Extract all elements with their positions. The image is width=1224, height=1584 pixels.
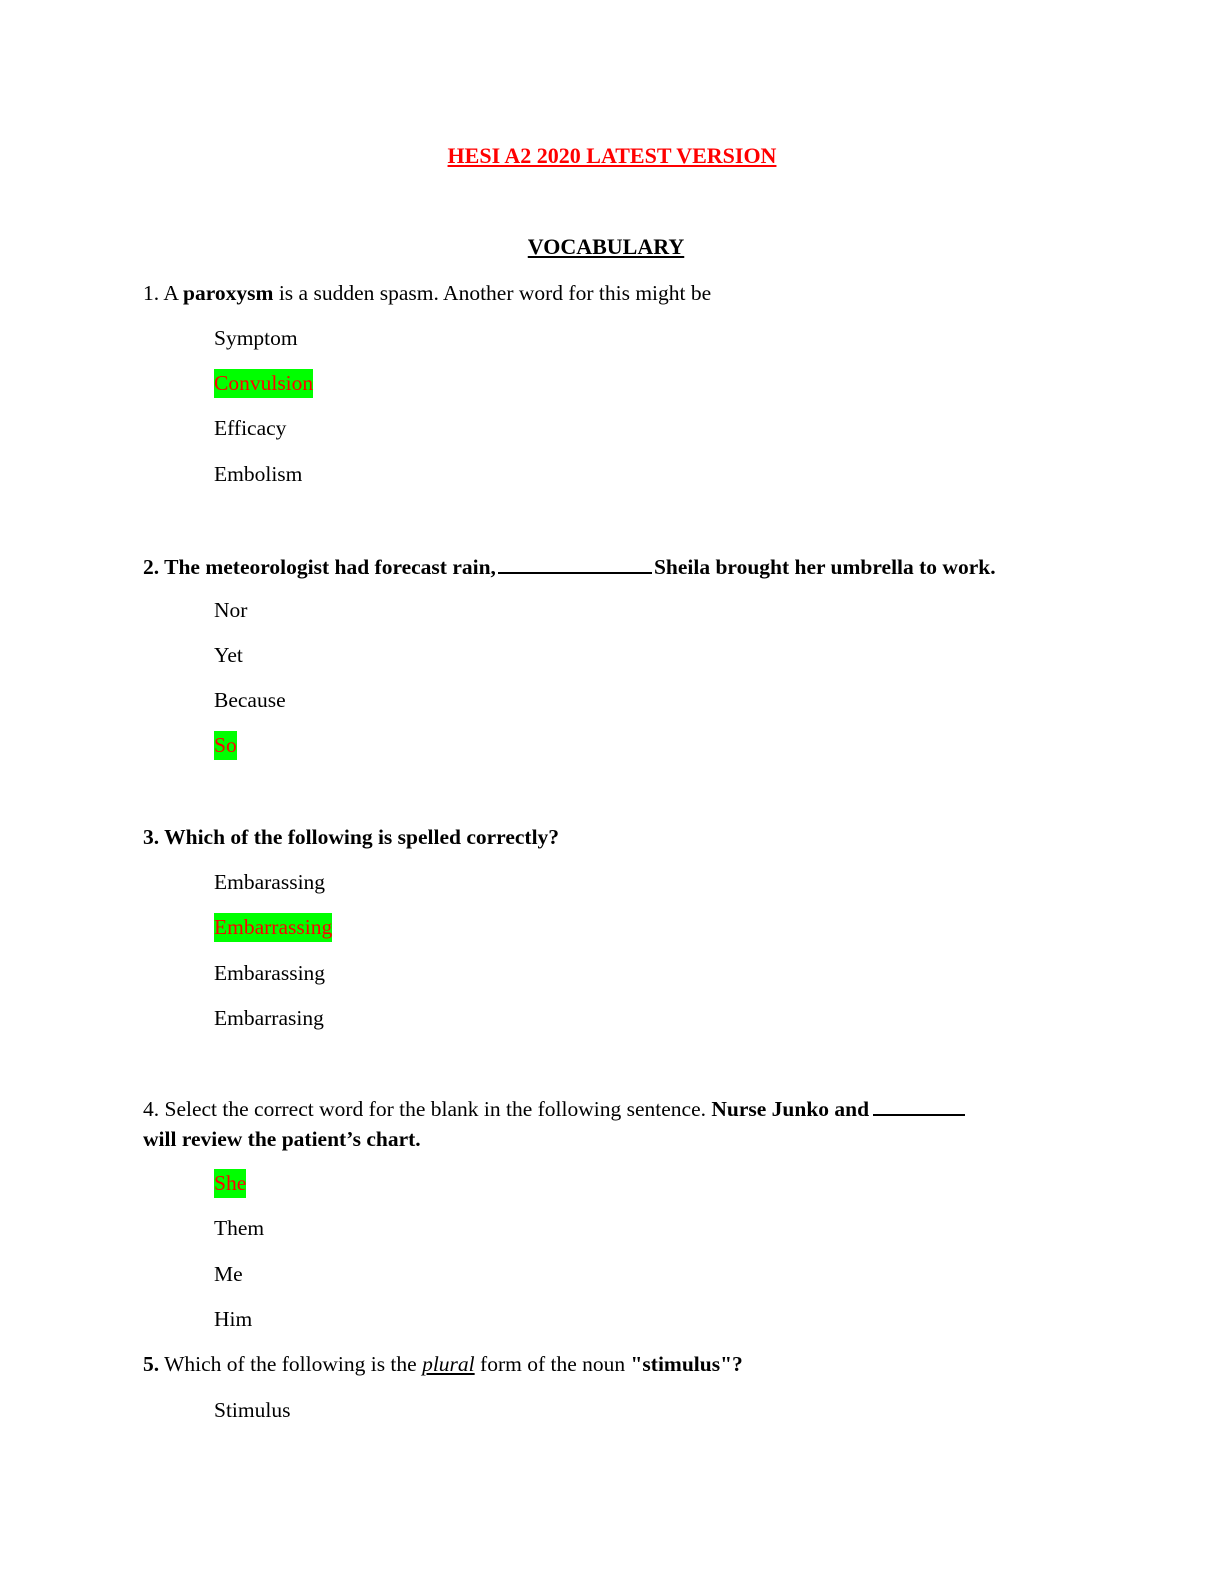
question-text: form of the noun (480, 1352, 626, 1376)
question-1 (143, 283, 711, 305)
question-5 (143, 1354, 743, 1376)
answer-option: Him (214, 1307, 253, 1331)
answer-option: Nor (214, 598, 248, 622)
question-4-continued (143, 1129, 421, 1151)
answer-option: Stimulus (214, 1398, 291, 1422)
answer-option: Embolism (214, 462, 303, 486)
question-text: The meteorologist had forecast rain, (164, 555, 496, 579)
fill-in-blank (873, 1098, 965, 1116)
question-keyword: "stimulus"? (630, 1352, 743, 1376)
answer-option: Efficacy (214, 416, 287, 440)
question-text: Select the correct word for the blank in the following sentence. (164, 1097, 706, 1121)
answer-option: Because (214, 688, 286, 712)
question-emphasis: plural (422, 1352, 475, 1376)
question-keyword: paroxysm (183, 281, 274, 305)
question-text: Which of the following is spelled correctly? (164, 825, 560, 849)
question-sentence: will review the patient’s chart. (143, 1127, 421, 1151)
answer-option: Yet (214, 643, 243, 667)
question-4 (143, 1098, 965, 1121)
question-number: 2. (143, 555, 160, 579)
question-sentence: Nurse Junko and (711, 1097, 870, 1121)
question-text: is a sudden spasm. Another word for this might be (278, 281, 712, 305)
answer-option-correct: Convulsion (214, 373, 313, 395)
answer-option: Symptom (214, 326, 298, 350)
question-number: 3. (143, 825, 160, 849)
question-text: Which of the following is the (164, 1352, 417, 1376)
answer-option: Embarrasing (214, 1006, 324, 1030)
question-number: 5. (143, 1352, 160, 1376)
answer-option-correct: Embarrassing (214, 917, 332, 939)
answer-option: Embarassing (214, 870, 326, 894)
answer-option: Them (214, 1216, 265, 1240)
section-heading: VOCABULARY (527, 234, 685, 259)
answer-option: Me (214, 1262, 243, 1286)
answer-option-correct: So (214, 735, 237, 757)
answer-option: Embarassing (214, 961, 326, 985)
question-3 (143, 827, 559, 849)
question-2 (143, 556, 996, 579)
question-number: 4. (143, 1097, 160, 1121)
fill-in-blank (498, 556, 652, 574)
answer-option-correct: She (214, 1173, 246, 1195)
document-title: HESI A2 2020 LATEST VERSION (447, 143, 777, 168)
question-number: 1. (143, 281, 160, 305)
question-text: Sheila brought her umbrella to work. (653, 555, 996, 579)
question-prefix: A (163, 281, 178, 305)
